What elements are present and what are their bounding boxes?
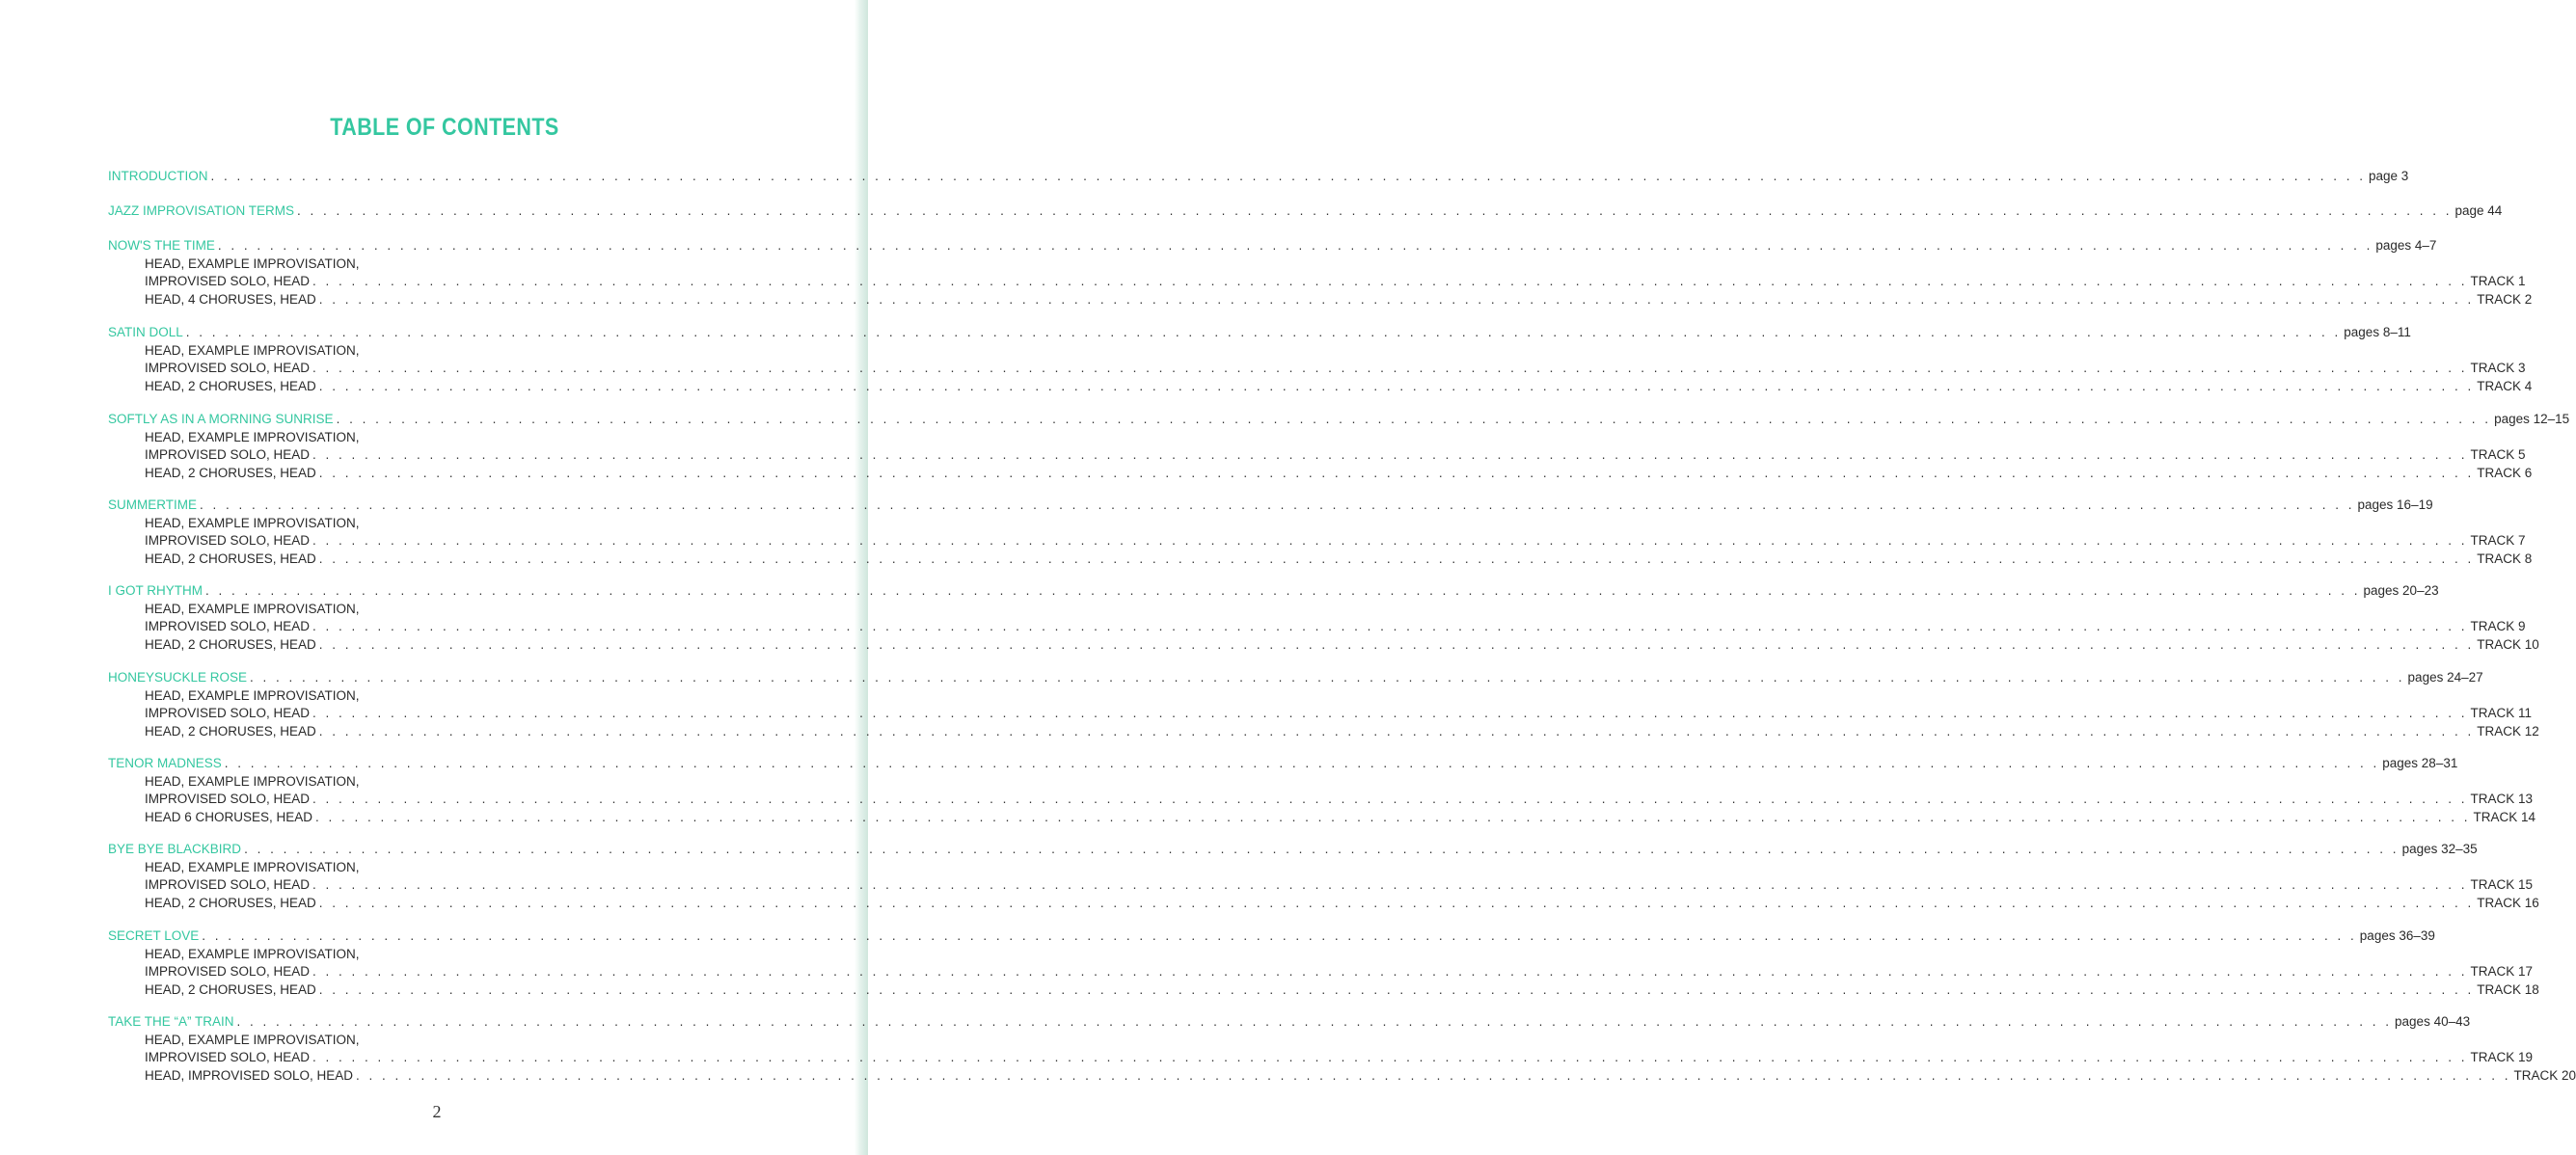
dot-leader: . . . . . . . . . . . . . . . . . . . . . . . . . . . . . . . . . . . . . . . . . . . . . . . . . . . . . . . . . . . . . . . . . . . . . . . . . . . . . . . . . . . . . . . . . . . . . . . . . . . . . . . . . . . . . . . . . . . . . . . . . . . . . . . . . . . . . . . . . . . . . . . . . . . . . . . . . . . . . . . . . . . . . . <box>297 203 2453 218</box>
toc-entry-title-label: TAKE THE “A” TRAIN <box>108 1014 234 1029</box>
dot-leader: . . . . . . . . . . . . . . . . . . . . . . . . . . . . . . . . . . . . . . . . . . . . . . . . . . . . . . . . . . . . . . . . . . . . . . . . . . . . . . . . . . . . . . . . . . . . . . . . . . . . . . . . . . . . . . . . . . . . . . . . . . . . . . . . . . . . . . . . . . . . . . . . . . . . . . . . . . . . . . . . . . . . . . <box>210 169 2366 183</box>
toc-entry-title-page-ref: pages 32–35 <box>2401 842 2478 856</box>
toc-subentry <box>145 809 2536 826</box>
toc-entry-title-page-ref: pages 16–19 <box>2357 497 2433 512</box>
toc-subentry-page-ref: TRACK 19 <box>2470 1050 2534 1064</box>
toc-entry-title-page-ref: pages 40–43 <box>2395 1014 2471 1029</box>
toc-subentry <box>145 705 2533 722</box>
toc-subentry-label: HEAD, 2 CHORUSES, HEAD <box>145 636 316 652</box>
dot-leader: . . . . . . . . . . . . . . . . . . . . . . . . . . . . . . . . . . . . . . . . . . . . . . . . . . . . . . . . . . . . . . . . . . . . . . . . . . . . . . . . . . . . . . . . . . . . . . . . . . . . . . . . . . . . . . . . . . . . . . . . . . . . . . . . . . . . . . . . . . . . . . . . . . . . . . . . . . . . . . . . . . . . . . <box>200 497 2355 512</box>
dot-leader: . . . . . . . . . . . . . . . . . . . . . . . . . . . . . . . . . . . . . . . . . . . . . . . . . . . . . . . . . . . . . . . . . . . . . . . . . . . . . . . . . . . . . . . . . . . . . . . . . . . . . . . . . . . . . . . . . . . . . . . . . . . . . . . . . . . . . . . . . . . . . . . . . . . . . . . . . . . . . . . . . . . . . . <box>318 378 2475 393</box>
toc-entry-title <box>108 755 2458 772</box>
toc-subentry-label: HEAD, 2 CHORUSES, HEAD <box>145 723 316 739</box>
toc-subentry-label: HEAD, 4 CHORUSES, HEAD <box>145 291 316 307</box>
toc-subentry-page-ref: TRACK 1 <box>2470 274 2526 288</box>
toc-subentry-label: IMPROVISED SOLO, HEAD <box>145 706 311 720</box>
toc-subentry-label: HEAD, EXAMPLE IMPROVISATION, <box>145 946 360 961</box>
toc-subentry-label: IMPROVISED SOLO, HEAD <box>145 533 311 548</box>
toc-entry-title-label: BYE BYE BLACKBIRD <box>108 842 242 856</box>
toc-subentry <box>145 1049 2534 1066</box>
toc-entry-title-page-ref: pages 20–23 <box>2363 583 2439 598</box>
toc-subentry-page-ref: TRACK 5 <box>2470 447 2526 462</box>
toc-subentry-label: IMPROVISED SOLO, HEAD <box>145 447 311 462</box>
toc-entry-title-label: HONEYSUCKLE ROSE <box>108 670 248 685</box>
toc-subentry <box>145 1067 2576 1085</box>
toc-subentry-label: IMPROVISED SOLO, HEAD <box>145 792 311 806</box>
dot-leader: . . . . . . . . . . . . . . . . . . . . . . . . . . . . . . . . . . . . . . . . . . . . . . . . . . . . . . . . . . . . . . . . . . . . . . . . . . . . . . . . . . . . . . . . . . . . . . . . . . . . . . . . . . . . . . . . . . . . . . . . . . . . . . . . . . . . . . . . . . . . . . . . . . . . . . . . . . . . . . . . . . . . . . <box>312 361 2468 375</box>
toc-subentry-label: IMPROVISED SOLO, HEAD <box>145 619 311 633</box>
dot-leader: . . . . . . . . . . . . . . . . . . . . . . . . . . . . . . . . . . . . . . . . . . . . . . . . . . . . . . . . . . . . . . . . . . . . . . . . . . . . . . . . . . . . . . . . . . . . . . . . . . . . . . . . . . . . . . . . . . . . . . . . . . . . . . . . . . . . . . . . . . . . . . . . . . . . . . . . . . . . . . . . . . . . . . <box>312 274 2468 288</box>
dot-leader: . . . . . . . . . . . . . . . . . . . . . . . . . . . . . . . . . . . . . . . . . . . . . . . . . . . . . . . . . . . . . . . . . . . . . . . . . . . . . . . . . . . . . . . . . . . . . . . . . . . . . . . . . . . . . . . . . . . . . . . . . . . . . . . . . . . . . . . . . . . . . . . . . . . . . . . . . . . . . . . . . . . . . . <box>315 809 2471 824</box>
toc-subentry-page-ref: TRACK 20 <box>2513 1067 2576 1083</box>
toc-subentry-page-ref: TRACK 7 <box>2470 533 2526 548</box>
toc-entry-title-label: SATIN DOLL <box>108 325 183 339</box>
toc-entry-title <box>108 202 2503 220</box>
toc-subentry-label: HEAD, EXAMPLE IMPROVISATION, <box>145 515 360 530</box>
toc-entry-title-page-ref: page 44 <box>2454 203 2503 218</box>
toc-entry-title-page-ref: pages 24–27 <box>2407 670 2483 685</box>
dot-leader: . . . . . . . . . . . . . . . . . . . . . . . . . . . . . . . . . . . . . . . . . . . . . . . . . . . . . . . . . . . . . . . . . . . . . . . . . . . . . . . . . . . . . . . . . . . . . . . . . . . . . . . . . . . . . . . . . . . . . . . . . . . . . . . . . . . . . . . . . . . . . . . . . . . . . . . . . . . . . . . . . . . . . . <box>312 792 2468 806</box>
toc-subentry <box>145 532 2526 550</box>
toc-subentry-label: HEAD, 2 CHORUSES, HEAD <box>145 895 316 910</box>
toc-subentry-page-ref: TRACK 9 <box>2470 619 2526 633</box>
toc-entry-title-label: JAZZ IMPROVISATION TERMS <box>108 203 295 218</box>
toc-entry-title-page-ref: pages 8–11 <box>2344 325 2411 339</box>
toc-subentry <box>145 618 2526 635</box>
toc-subentry <box>145 551 2533 568</box>
toc-subentry-label: HEAD, EXAMPLE IMPROVISATION, <box>145 1032 360 1047</box>
toc-entry-title <box>108 324 2411 341</box>
toc-entry-title-page-ref: pages 28–31 <box>2382 756 2458 770</box>
dot-leader: . . . . . . . . . . . . . . . . . . . . . . . . . . . . . . . . . . . . . . . . . . . . . . . . . . . . . . . . . . . . . . . . . . . . . . . . . . . . . . . . . . . . . . . . . . . . . . . . . . . . . . . . . . . . . . . . . . . . . . . . . . . . . . . . . . . . . . . . . . . . . . . . . . . . . . . . . . . . . . . . . . . . . . <box>202 928 2357 943</box>
toc-entry-title-page-ref: page 3 <box>2369 169 2409 183</box>
toc-subentry-label: HEAD, 2 CHORUSES, HEAD <box>145 551 316 566</box>
dot-leader: . . . . . . . . . . . . . . . . . . . . . . . . . . . . . . . . . . . . . . . . . . . . . . . . . . . . . . . . . . . . . . . . . . . . . . . . . . . . . . . . . . . . . . . . . . . . . . . . . . . . . . . . . . . . . . . . . . . . . . . . . . . . . . . . . . . . . . . . . . . . . . . . . . . . . . . . . . . . . . . . . . . . . . <box>336 412 2492 426</box>
dot-leader: . . . . . . . . . . . . . . . . . . . . . . . . . . . . . . . . . . . . . . . . . . . . . . . . . . . . . . . . . . . . . . . . . . . . . . . . . . . . . . . . . . . . . . . . . . . . . . . . . . . . . . . . . . . . . . . . . . . . . . . . . . . . . . . . . . . . . . . . . . . . . . . . . . . . . . . . . . . . . . . . . . . . . . <box>318 465 2475 480</box>
toc-subentry <box>145 378 2533 395</box>
toc-entry-title-label: TENOR MADNESS <box>108 756 222 770</box>
toc-subentry-page-ref: TRACK 8 <box>2477 551 2533 566</box>
toc-subentry-label: HEAD, EXAMPLE IMPROVISATION, <box>145 859 360 874</box>
toc-subentry-label: HEAD, IMPROVISED SOLO, HEAD <box>145 1067 354 1083</box>
dot-leader: . . . . . . . . . . . . . . . . . . . . . . . . . . . . . . . . . . . . . . . . . . . . . . . . . . . . . . . . . . . . . . . . . . . . . . . . . . . . . . . . . . . . . . . . . . . . . . . . . . . . . . . . . . . . . . . . . . . . . . . . . . . . . . . . . . . . . . . . . . . . . . . . . . . . . . . . . . . . . . . . . . . . . . <box>236 1014 2393 1029</box>
toc-subentry-page-ref: TRACK 17 <box>2470 964 2534 979</box>
toc-entry-title <box>108 1013 2471 1031</box>
toc-subentry-label: HEAD, 2 CHORUSES, HEAD <box>145 378 316 393</box>
toc-entry-title-label: INTRODUCTION <box>108 169 208 183</box>
dot-leader: . . . . . . . . . . . . . . . . . . . . . . . . . . . . . . . . . . . . . . . . . . . . . . . . . . . . . . . . . . . . . . . . . . . . . . . . . . . . . . . . . . . . . . . . . . . . . . . . . . . . . . . . . . . . . . . . . . . . . . . . . . . . . . . . . . . . . . . . . . . . . . . . . . . . . . . . . . . . . . . . . . . . . . <box>312 877 2468 892</box>
toc-subentry-page-ref: TRACK 10 <box>2477 636 2539 652</box>
toc-subentry <box>145 895 2539 912</box>
toc-entry-title <box>108 669 2483 686</box>
toc-entry-title <box>108 582 2439 600</box>
toc-subentry-label: HEAD, EXAMPLE IMPROVISATION, <box>145 255 360 271</box>
toc-entry-title <box>108 841 2478 858</box>
toc-entry-title-label: NOW'S THE TIME <box>108 238 215 253</box>
toc-subentry-label: HEAD, EXAMPLE IMPROVISATION, <box>145 342 360 358</box>
toc-subentry-page-ref: TRACK 12 <box>2477 723 2539 739</box>
toc-entry-title <box>108 927 2435 945</box>
dot-leader: . . . . . . . . . . . . . . . . . . . . . . . . . . . . . . . . . . . . . . . . . . . . . . . . . . . . . . . . . . . . . . . . . . . . . . . . . . . . . . . . . . . . . . . . . . . . . . . . . . . . . . . . . . . . . . . . . . . . . . . . . . . . . . . . . . . . . . . . . . . . . . . . . . . . . . . . . . . . . . . . . . . . . . <box>318 895 2475 910</box>
dot-leader: . . . . . . . . . . . . . . . . . . . . . . . . . . . . . . . . . . . . . . . . . . . . . . . . . . . . . . . . . . . . . . . . . . . . . . . . . . . . . . . . . . . . . . . . . . . . . . . . . . . . . . . . . . . . . . . . . . . . . . . . . . . . . . . . . . . . . . . . . . . . . . . . . . . . . . . . . . . . . . . . . . . . . . <box>318 636 2475 652</box>
toc-subentry <box>145 636 2539 654</box>
toc-subentry-page-ref: TRACK 11 <box>2470 706 2533 720</box>
toc-entry-title-page-ref: pages 12–15 <box>2494 412 2570 426</box>
toc-subentry <box>145 981 2539 999</box>
toc-entry-title-page-ref: pages 36–39 <box>2359 928 2435 943</box>
dot-leader: . . . . . . . . . . . . . . . . . . . . . . . . . . . . . . . . . . . . . . . . . . . . . . . . . . . . . . . . . . . . . . . . . . . . . . . . . . . . . . . . . . . . . . . . . . . . . . . . . . . . . . . . . . . . . . . . . . . . . . . . . . . . . . . . . . . . . . . . . . . . . . . . . . . . . . . . . . . . . . . . . . . . . . <box>356 1067 2511 1083</box>
toc-subentry-label: HEAD 6 CHORUSES, HEAD <box>145 809 313 824</box>
toc-subentry <box>145 291 2533 309</box>
dot-leader: . . . . . . . . . . . . . . . . . . . . . . . . . . . . . . . . . . . . . . . . . . . . . . . . . . . . . . . . . . . . . . . . . . . . . . . . . . . . . . . . . . . . . . . . . . . . . . . . . . . . . . . . . . . . . . . . . . . . . . . . . . . . . . . . . . . . . . . . . . . . . . . . . . . . . . . . . . . . . . . . . . . . . . <box>312 1050 2468 1064</box>
toc-subentry <box>145 446 2526 464</box>
toc-subentry <box>145 273 2526 290</box>
dot-leader: . . . . . . . . . . . . . . . . . . . . . . . . . . . . . . . . . . . . . . . . . . . . . . . . . . . . . . . . . . . . . . . . . . . . . . . . . . . . . . . . . . . . . . . . . . . . . . . . . . . . . . . . . . . . . . . . . . . . . . . . . . . . . . . . . . . . . . . . . . . . . . . . . . . . . . . . . . . . . . . . . . . . . . <box>312 964 2468 979</box>
dot-leader: . . . . . . . . . . . . . . . . . . . . . . . . . . . . . . . . . . . . . . . . . . . . . . . . . . . . . . . . . . . . . . . . . . . . . . . . . . . . . . . . . . . . . . . . . . . . . . . . . . . . . . . . . . . . . . . . . . . . . . . . . . . . . . . . . . . . . . . . . . . . . . . . . . . . . . . . . . . . . . . . . . . . . . <box>318 981 2475 997</box>
toc-subentry-label: IMPROVISED SOLO, HEAD <box>145 1050 311 1064</box>
dot-leader: . . . . . . . . . . . . . . . . . . . . . . . . . . . . . . . . . . . . . . . . . . . . . . . . . . . . . . . . . . . . . . . . . . . . . . . . . . . . . . . . . . . . . . . . . . . . . . . . . . . . . . . . . . . . . . . . . . . . . . . . . . . . . . . . . . . . . . . . . . . . . . . . . . . . . . . . . . . . . . . . . . . . . . <box>217 238 2373 253</box>
dot-leader: . . . . . . . . . . . . . . . . . . . . . . . . . . . . . . . . . . . . . . . . . . . . . . . . . . . . . . . . . . . . . . . . . . . . . . . . . . . . . . . . . . . . . . . . . . . . . . . . . . . . . . . . . . . . . . . . . . . . . . . . . . . . . . . . . . . . . . . . . . . . . . . . . . . . . . . . . . . . . . . . . . . . . . <box>318 723 2475 739</box>
toc-subentry <box>145 963 2534 980</box>
dot-leader: . . . . . . . . . . . . . . . . . . . . . . . . . . . . . . . . . . . . . . . . . . . . . . . . . . . . . . . . . . . . . . . . . . . . . . . . . . . . . . . . . . . . . . . . . . . . . . . . . . . . . . . . . . . . . . . . . . . . . . . . . . . . . . . . . . . . . . . . . . . . . . . . . . . . . . . . . . . . . . . . . . . . . . <box>312 706 2468 720</box>
toc-entry-title-label: SOFTLY AS IN A MORNING SUNRISE <box>108 412 334 426</box>
toc-subentry-page-ref: TRACK 6 <box>2477 465 2533 480</box>
toc-subentry <box>145 360 2526 377</box>
dot-leader: . . . . . . . . . . . . . . . . . . . . . . . . . . . . . . . . . . . . . . . . . . . . . . . . . . . . . . . . . . . . . . . . . . . . . . . . . . . . . . . . . . . . . . . . . . . . . . . . . . . . . . . . . . . . . . . . . . . . . . . . . . . . . . . . . . . . . . . . . . . . . . . . . . . . . . . . . . . . . . . . . . . . . . <box>318 551 2475 566</box>
toc-subentry-label: HEAD, EXAMPLE IMPROVISATION, <box>145 429 360 444</box>
toc-subentry-page-ref: TRACK 4 <box>2477 378 2533 393</box>
toc-subentry-label: HEAD, 2 CHORUSES, HEAD <box>145 465 316 480</box>
dot-leader: . . . . . . . . . . . . . . . . . . . . . . . . . . . . . . . . . . . . . . . . . . . . . . . . . . . . . . . . . . . . . . . . . . . . . . . . . . . . . . . . . . . . . . . . . . . . . . . . . . . . . . . . . . . . . . . . . . . . . . . . . . . . . . . . . . . . . . . . . . . . . . . . . . . . . . . . . . . . . . . . . . . . . . <box>312 447 2468 462</box>
toc-subentry-page-ref: TRACK 2 <box>2477 291 2533 307</box>
toc-entry-title <box>108 497 2433 514</box>
toc-subentry-page-ref: TRACK 3 <box>2470 361 2526 375</box>
dot-leader: . . . . . . . . . . . . . . . . . . . . . . . . . . . . . . . . . . . . . . . . . . . . . . . . . . . . . . . . . . . . . . . . . . . . . . . . . . . . . . . . . . . . . . . . . . . . . . . . . . . . . . . . . . . . . . . . . . . . . . . . . . . . . . . . . . . . . . . . . . . . . . . . . . . . . . . . . . . . . . . . . . . . . . <box>224 756 2380 770</box>
toc-entry-title-label: SECRET LOVE <box>108 928 200 943</box>
dot-leader: . . . . . . . . . . . . . . . . . . . . . . . . . . . . . . . . . . . . . . . . . . . . . . . . . . . . . . . . . . . . . . . . . . . . . . . . . . . . . . . . . . . . . . . . . . . . . . . . . . . . . . . . . . . . . . . . . . . . . . . . . . . . . . . . . . . . . . . . . . . . . . . . . . . . . . . . . . . . . . . . . . . . . . <box>185 325 2342 339</box>
toc-subentry-label: IMPROVISED SOLO, HEAD <box>145 877 311 892</box>
toc-entry-title <box>108 411 2570 428</box>
toc-subentry-label: HEAD, EXAMPLE IMPROVISATION, <box>145 601 360 616</box>
dot-leader: . . . . . . . . . . . . . . . . . . . . . . . . . . . . . . . . . . . . . . . . . . . . . . . . . . . . . . . . . . . . . . . . . . . . . . . . . . . . . . . . . . . . . . . . . . . . . . . . . . . . . . . . . . . . . . . . . . . . . . . . . . . . . . . . . . . . . . . . . . . . . . . . . . . . . . . . . . . . . . . . . . . . . . <box>205 583 2361 598</box>
dot-leader: . . . . . . . . . . . . . . . . . . . . . . . . . . . . . . . . . . . . . . . . . . . . . . . . . . . . . . . . . . . . . . . . . . . . . . . . . . . . . . . . . . . . . . . . . . . . . . . . . . . . . . . . . . . . . . . . . . . . . . . . . . . . . . . . . . . . . . . . . . . . . . . . . . . . . . . . . . . . . . . . . . . . . . <box>312 533 2468 548</box>
toc-subentry-page-ref: TRACK 13 <box>2470 792 2534 806</box>
toc-subentry-label: IMPROVISED SOLO, HEAD <box>145 361 311 375</box>
toc-entry-title <box>108 237 2437 255</box>
toc-subentry <box>145 723 2539 740</box>
page-title: TABLE OF CONTENTS <box>330 114 559 141</box>
toc-subentry-label: HEAD, EXAMPLE IMPROVISATION, <box>145 773 360 789</box>
toc-subentry-label: IMPROVISED SOLO, HEAD <box>145 274 311 288</box>
toc-subentry-label: IMPROVISED SOLO, HEAD <box>145 964 311 979</box>
toc-subentry <box>145 465 2533 482</box>
dot-leader: . . . . . . . . . . . . . . . . . . . . . . . . . . . . . . . . . . . . . . . . . . . . . . . . . . . . . . . . . . . . . . . . . . . . . . . . . . . . . . . . . . . . . . . . . . . . . . . . . . . . . . . . . . . . . . . . . . . . . . . . . . . . . . . . . . . . . . . . . . . . . . . . . . . . . . . . . . . . . . . . . . . . . . <box>318 291 2475 307</box>
dot-leader: . . . . . . . . . . . . . . . . . . . . . . . . . . . . . . . . . . . . . . . . . . . . . . . . . . . . . . . . . . . . . . . . . . . . . . . . . . . . . . . . . . . . . . . . . . . . . . . . . . . . . . . . . . . . . . . . . . . . . . . . . . . . . . . . . . . . . . . . . . . . . . . . . . . . . . . . . . . . . . . . . . . . . . <box>244 842 2400 856</box>
toc-subentry <box>145 876 2534 894</box>
page-number: 2 <box>432 1102 442 1121</box>
toc-subentry-label: HEAD, EXAMPLE IMPROVISATION, <box>145 687 360 703</box>
dot-leader: . . . . . . . . . . . . . . . . . . . . . . . . . . . . . . . . . . . . . . . . . . . . . . . . . . . . . . . . . . . . . . . . . . . . . . . . . . . . . . . . . . . . . . . . . . . . . . . . . . . . . . . . . . . . . . . . . . . . . . . . . . . . . . . . . . . . . . . . . . . . . . . . . . . . . . . . . . . . . . . . . . . . . . <box>312 619 2468 633</box>
toc-entry-title-page-ref: pages 4–7 <box>2375 238 2437 253</box>
toc-entry-title-label: I GOT RHYTHM <box>108 583 203 598</box>
toc-subentry-page-ref: TRACK 14 <box>2473 809 2536 824</box>
toc-subentry-page-ref: TRACK 16 <box>2477 895 2539 910</box>
toc-subentry-page-ref: TRACK 18 <box>2477 981 2539 997</box>
toc-subentry <box>145 791 2534 808</box>
toc-entry-title-label: SUMMERTIME <box>108 497 198 512</box>
toc-subentry-page-ref: TRACK 15 <box>2470 877 2534 892</box>
toc-subentry-label: HEAD, 2 CHORUSES, HEAD <box>145 981 316 997</box>
toc-entry-title <box>108 168 2409 185</box>
dot-leader: . . . . . . . . . . . . . . . . . . . . . . . . . . . . . . . . . . . . . . . . . . . . . . . . . . . . . . . . . . . . . . . . . . . . . . . . . . . . . . . . . . . . . . . . . . . . . . . . . . . . . . . . . . . . . . . . . . . . . . . . . . . . . . . . . . . . . . . . . . . . . . . . . . . . . . . . . . . . . . . . . . . . . . <box>250 670 2405 685</box>
